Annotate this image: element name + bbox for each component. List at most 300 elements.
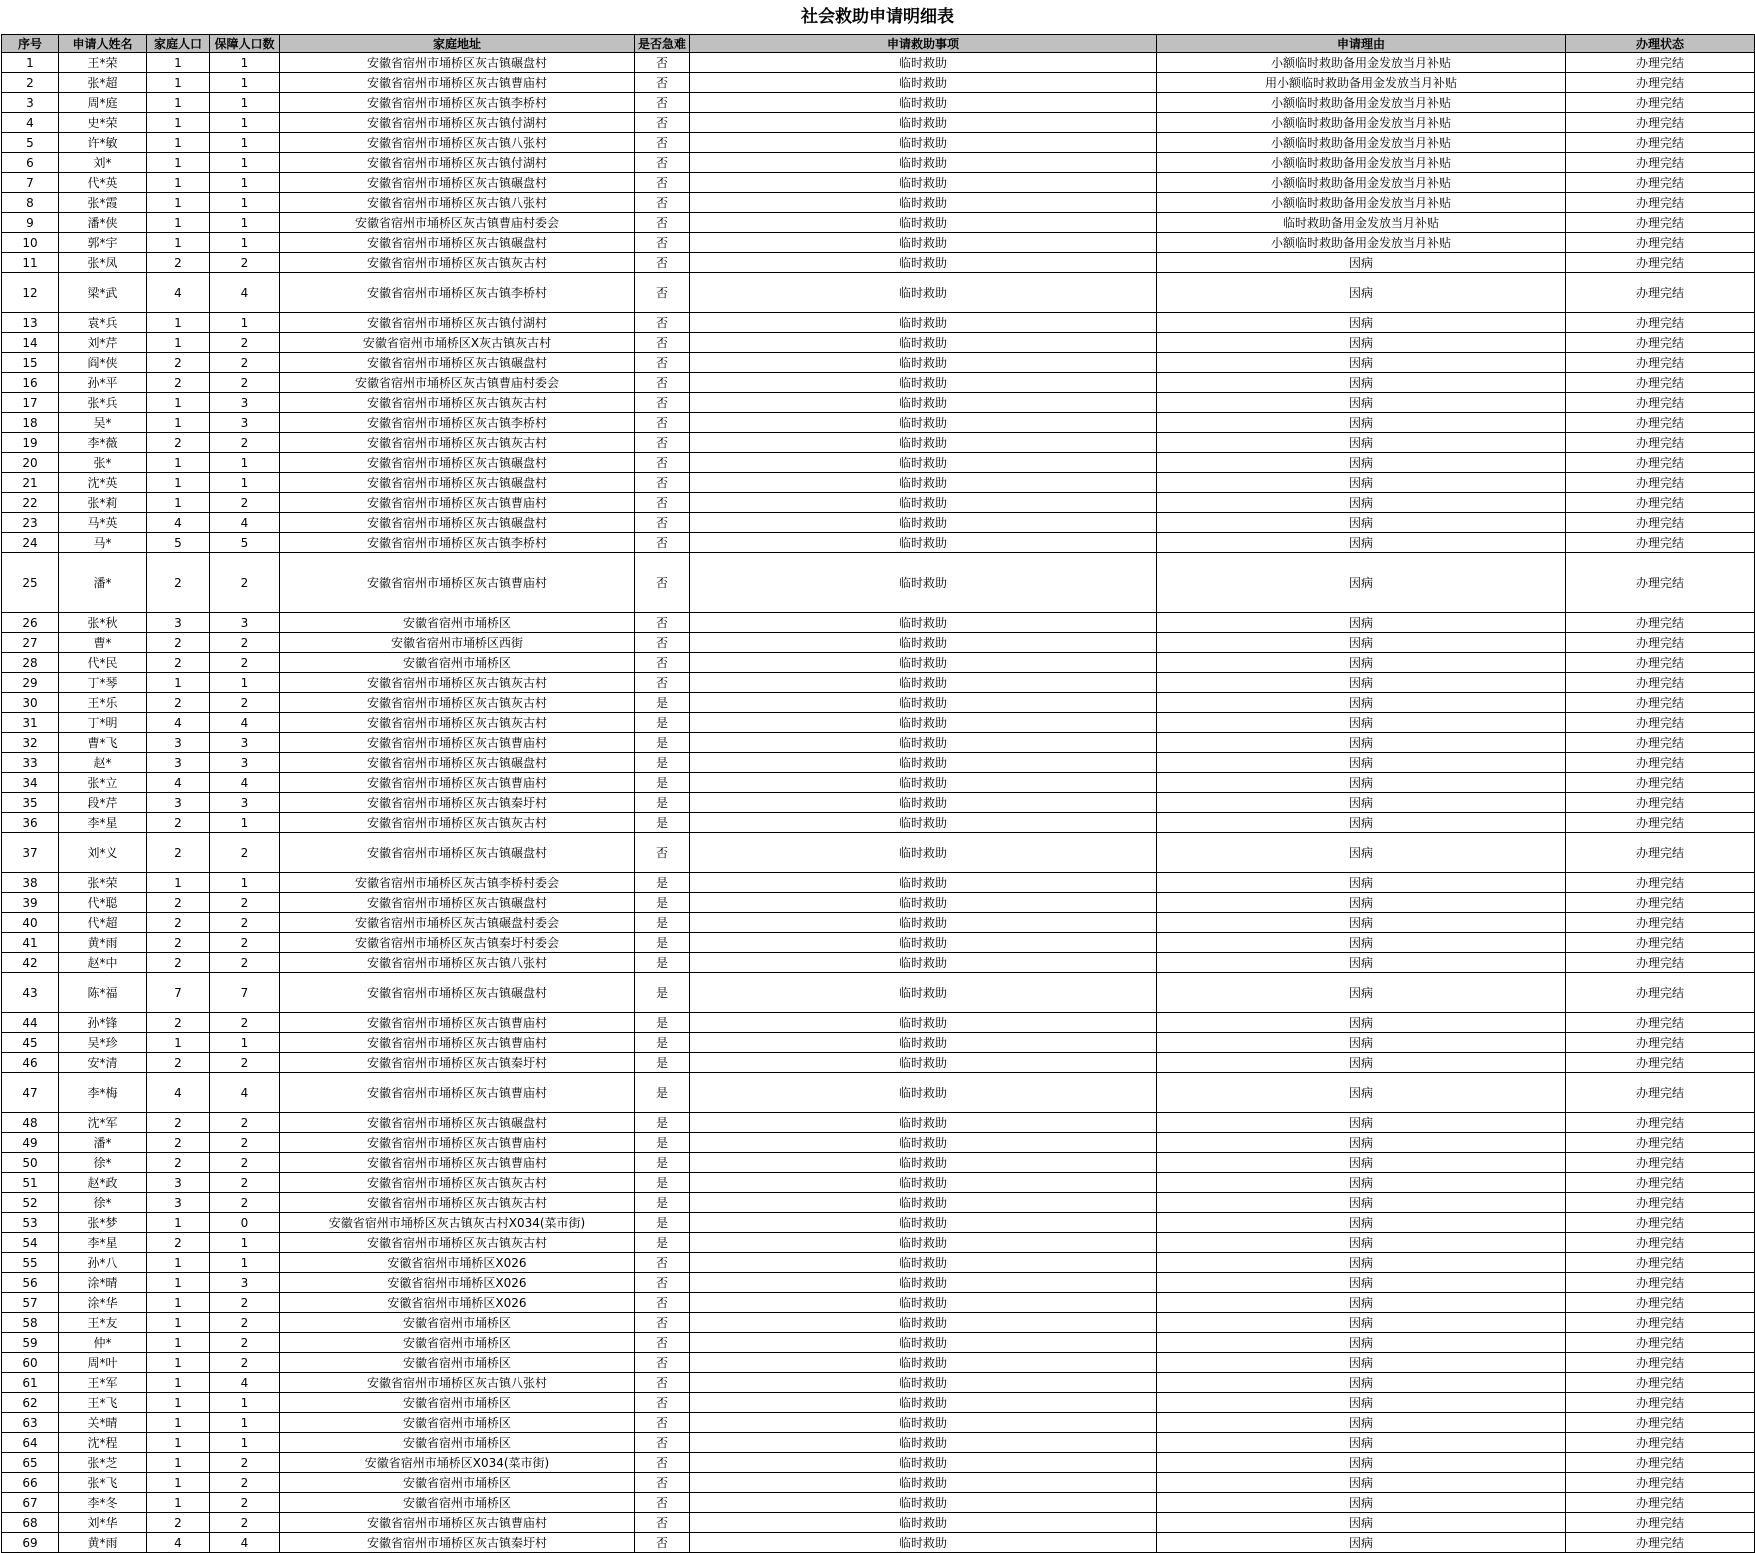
cell-family: 3	[147, 793, 210, 813]
cell-reason: 因病	[1157, 1333, 1566, 1353]
cell-reason: 因病	[1157, 1453, 1566, 1473]
cell-secured: 2	[210, 1113, 280, 1133]
cell-address: 安徽省宿州市埇桥区X026	[280, 1293, 635, 1313]
table-row	[2, 893, 1755, 913]
cell-urgent: 否	[635, 1453, 690, 1473]
cell-address: 安徽省宿州市埇桥区灰古镇碾盘村	[280, 233, 635, 253]
cell-no: 42	[2, 953, 59, 973]
cell-address: 安徽省宿州市埇桥区	[280, 1393, 635, 1413]
cell-urgent: 否	[635, 473, 690, 493]
cell-family: 1	[147, 393, 210, 413]
cell-address: 安徽省宿州市埇桥区灰古镇灰古村	[280, 1173, 635, 1193]
cell-reason: 因病	[1157, 653, 1566, 673]
cell-name: 丁*明	[59, 713, 147, 733]
cell-secured: 2	[210, 353, 280, 373]
cell-item: 临时救助	[690, 813, 1157, 833]
cell-item: 临时救助	[690, 613, 1157, 633]
table-row	[2, 413, 1755, 433]
cell-reason: 因病	[1157, 1293, 1566, 1313]
cell-family: 1	[147, 133, 210, 153]
cell-reason: 因病	[1157, 453, 1566, 473]
cell-item: 临时救助	[690, 373, 1157, 393]
cell-secured: 1	[210, 1233, 280, 1253]
cell-name: 张*霞	[59, 193, 147, 213]
cell-status: 办理完结	[1566, 53, 1755, 73]
cell-name: 阎*侠	[59, 353, 147, 373]
cell-address: 安徽省宿州市埇桥区灰古镇灰古村	[280, 253, 635, 273]
table-row	[2, 1533, 1755, 1553]
cell-family: 2	[147, 353, 210, 373]
cell-name: 段*芹	[59, 793, 147, 813]
cell-urgent: 否	[635, 1333, 690, 1353]
sheet-title: 社会救助申请明细表	[801, 7, 954, 27]
cell-name: 马*	[59, 533, 147, 553]
cell-status: 办理完结	[1566, 893, 1755, 913]
cell-secured: 4	[210, 713, 280, 733]
table-row	[2, 1453, 1755, 1473]
cell-item: 临时救助	[690, 353, 1157, 373]
table-row	[2, 813, 1755, 833]
cell-name: 丁*琴	[59, 673, 147, 693]
cell-name: 安*清	[59, 1053, 147, 1073]
cell-item: 临时救助	[690, 713, 1157, 733]
cell-no: 36	[2, 813, 59, 833]
cell-reason: 因病	[1157, 773, 1566, 793]
cell-item: 临时救助	[690, 253, 1157, 273]
cell-secured: 1	[210, 1393, 280, 1413]
cell-address: 安徽省宿州市埇桥区灰古镇八张村	[280, 193, 635, 213]
cell-status: 办理完结	[1566, 233, 1755, 253]
cell-urgent: 是	[635, 1033, 690, 1053]
cell-no: 31	[2, 713, 59, 733]
cell-no: 33	[2, 753, 59, 773]
cell-family: 1	[147, 1433, 210, 1453]
cell-urgent: 是	[635, 973, 690, 1013]
cell-secured: 1	[210, 133, 280, 153]
cell-item: 临时救助	[690, 53, 1157, 73]
cell-name: 张*兵	[59, 393, 147, 413]
cell-urgent: 否	[635, 1513, 690, 1533]
cell-name: 王*乐	[59, 693, 147, 713]
cell-status: 办理完结	[1566, 1433, 1755, 1453]
cell-status: 办理完结	[1566, 713, 1755, 733]
cell-urgent: 否	[635, 213, 690, 233]
col-header-urgent: 是否急难	[635, 35, 690, 53]
cell-status: 办理完结	[1566, 793, 1755, 813]
cell-reason: 因病	[1157, 713, 1566, 733]
cell-no: 68	[2, 1513, 59, 1533]
cell-secured: 3	[210, 1273, 280, 1293]
table-row	[2, 673, 1755, 693]
cell-no: 45	[2, 1033, 59, 1053]
cell-no: 63	[2, 1413, 59, 1433]
cell-address: 安徽省宿州市埇桥区灰古镇碾盘村	[280, 353, 635, 373]
cell-name: 郭*宇	[59, 233, 147, 253]
cell-item: 临时救助	[690, 1073, 1157, 1113]
cell-item: 临时救助	[690, 733, 1157, 753]
cell-name: 曹*	[59, 633, 147, 653]
cell-address: 安徽省宿州市埇桥区灰古镇灰古村X034(菜市街)	[280, 1213, 635, 1233]
cell-name: 王*友	[59, 1313, 147, 1333]
cell-item: 临时救助	[690, 413, 1157, 433]
cell-secured: 2	[210, 893, 280, 913]
cell-family: 1	[147, 673, 210, 693]
cell-address: 安徽省宿州市埇桥区灰古镇八张村	[280, 1373, 635, 1393]
cell-reason: 临时救助备用金发放当月补贴	[1157, 213, 1566, 233]
cell-no: 18	[2, 413, 59, 433]
cell-family: 1	[147, 213, 210, 233]
cell-item: 临时救助	[690, 113, 1157, 133]
cell-no: 10	[2, 233, 59, 253]
cell-reason: 小额临时救助备用金发放当月补贴	[1157, 133, 1566, 153]
cell-family: 1	[147, 1373, 210, 1393]
cell-urgent: 否	[635, 393, 690, 413]
cell-secured: 1	[210, 1253, 280, 1273]
cell-urgent: 否	[635, 1313, 690, 1333]
cell-status: 办理完结	[1566, 1153, 1755, 1173]
cell-no: 65	[2, 1453, 59, 1473]
cell-family: 2	[147, 253, 210, 273]
cell-status: 办理完结	[1566, 1453, 1755, 1473]
table-row	[2, 1473, 1755, 1493]
table-row	[2, 1133, 1755, 1153]
cell-urgent: 是	[635, 1213, 690, 1233]
cell-family: 2	[147, 1233, 210, 1253]
cell-no: 40	[2, 913, 59, 933]
cell-name: 涂*晴	[59, 1273, 147, 1293]
cell-family: 1	[147, 453, 210, 473]
cell-status: 办理完结	[1566, 653, 1755, 673]
cell-address: 安徽省宿州市埇桥区灰古镇秦圩村委会	[280, 933, 635, 953]
cell-urgent: 否	[635, 493, 690, 513]
cell-status: 办理完结	[1566, 453, 1755, 473]
cell-secured: 4	[210, 513, 280, 533]
table-row	[2, 1273, 1755, 1293]
cell-status: 办理完结	[1566, 1133, 1755, 1153]
cell-item: 临时救助	[690, 1333, 1157, 1353]
cell-item: 临时救助	[690, 533, 1157, 553]
cell-family: 2	[147, 813, 210, 833]
cell-no: 37	[2, 833, 59, 873]
cell-urgent: 是	[635, 1073, 690, 1113]
cell-address: 安徽省宿州市埇桥区灰古镇曹庙村	[280, 1013, 635, 1033]
cell-reason: 因病	[1157, 413, 1566, 433]
cell-family: 2	[147, 553, 210, 613]
cell-name: 代*民	[59, 653, 147, 673]
cell-status: 办理完结	[1566, 1213, 1755, 1233]
cell-status: 办理完结	[1566, 633, 1755, 653]
cell-secured: 1	[210, 213, 280, 233]
cell-no: 14	[2, 333, 59, 353]
cell-no: 8	[2, 193, 59, 213]
cell-urgent: 是	[635, 773, 690, 793]
table-row	[2, 113, 1755, 133]
cell-address: 安徽省宿州市埇桥区	[280, 1313, 635, 1333]
cell-reason: 因病	[1157, 873, 1566, 893]
cell-family: 2	[147, 1013, 210, 1033]
cell-status: 办理完结	[1566, 753, 1755, 773]
cell-item: 临时救助	[690, 1033, 1157, 1053]
table-row	[2, 1513, 1755, 1533]
cell-name: 潘*侠	[59, 213, 147, 233]
cell-secured: 2	[210, 833, 280, 873]
cell-urgent: 否	[635, 153, 690, 173]
cell-no: 15	[2, 353, 59, 373]
cell-item: 临时救助	[690, 1393, 1157, 1413]
cell-name: 周*叶	[59, 1353, 147, 1373]
cell-address: 安徽省宿州市埇桥区灰古镇灰古村	[280, 1233, 635, 1253]
cell-no: 61	[2, 1373, 59, 1393]
cell-urgent: 否	[635, 113, 690, 133]
cell-family: 1	[147, 1393, 210, 1413]
cell-address: 安徽省宿州市埇桥区灰古镇碾盘村	[280, 1113, 635, 1133]
cell-reason: 因病	[1157, 733, 1566, 753]
table-row	[2, 433, 1755, 453]
cell-address: 安徽省宿州市埇桥区	[280, 1353, 635, 1373]
cell-no: 16	[2, 373, 59, 393]
cell-secured: 2	[210, 913, 280, 933]
cell-address: 安徽省宿州市埇桥区灰古镇八张村	[280, 133, 635, 153]
cell-status: 办理完结	[1566, 113, 1755, 133]
cell-no: 44	[2, 1013, 59, 1033]
table-row	[2, 1053, 1755, 1073]
table-row	[2, 1173, 1755, 1193]
cell-address: 安徽省宿州市埇桥区灰古镇曹庙村	[280, 1133, 635, 1153]
cell-reason: 因病	[1157, 1533, 1566, 1553]
cell-status: 办理完结	[1566, 333, 1755, 353]
cell-address: 安徽省宿州市埇桥区灰古镇碾盘村	[280, 893, 635, 913]
table-row	[2, 273, 1755, 313]
table-row	[2, 1493, 1755, 1513]
cell-family: 1	[147, 1473, 210, 1493]
cell-address: 安徽省宿州市埇桥区灰古镇付湖村	[280, 313, 635, 333]
cell-status: 办理完结	[1566, 193, 1755, 213]
cell-urgent: 否	[635, 173, 690, 193]
cell-item: 临时救助	[690, 693, 1157, 713]
cell-item: 临时救助	[690, 953, 1157, 973]
cell-address: 安徽省宿州市埇桥区灰古镇灰古村	[280, 713, 635, 733]
cell-secured: 3	[210, 613, 280, 633]
cell-no: 62	[2, 1393, 59, 1413]
cell-secured: 1	[210, 113, 280, 133]
cell-family: 4	[147, 1073, 210, 1113]
cell-reason: 因病	[1157, 1013, 1566, 1033]
cell-urgent: 否	[635, 633, 690, 653]
cell-name: 李*梅	[59, 1073, 147, 1113]
cell-secured: 1	[210, 673, 280, 693]
cell-secured: 2	[210, 693, 280, 713]
cell-item: 临时救助	[690, 1153, 1157, 1173]
cell-secured: 1	[210, 313, 280, 333]
cell-item: 临时救助	[690, 93, 1157, 113]
cell-address: 安徽省宿州市埇桥区灰古镇碾盘村委会	[280, 913, 635, 933]
table-row	[2, 953, 1755, 973]
cell-status: 办理完结	[1566, 213, 1755, 233]
col-header-no: 序号	[2, 35, 59, 53]
cell-no: 66	[2, 1473, 59, 1493]
cell-family: 1	[147, 1253, 210, 1273]
cell-family: 3	[147, 733, 210, 753]
cell-address: 安徽省宿州市埇桥区西街	[280, 633, 635, 653]
cell-urgent: 是	[635, 1013, 690, 1033]
col-header-status: 办理状态	[1566, 35, 1755, 53]
table-row	[2, 1353, 1755, 1373]
cell-item: 临时救助	[690, 893, 1157, 913]
cell-reason: 因病	[1157, 433, 1566, 453]
cell-name: 仲*	[59, 1333, 147, 1353]
cell-item: 临时救助	[690, 1173, 1157, 1193]
cell-no: 53	[2, 1213, 59, 1233]
cell-reason: 因病	[1157, 1373, 1566, 1393]
cell-urgent: 否	[635, 833, 690, 873]
cell-name: 关*晴	[59, 1413, 147, 1433]
cell-urgent: 否	[635, 1293, 690, 1313]
cell-urgent: 否	[635, 313, 690, 333]
table-row	[2, 533, 1755, 553]
cell-item: 临时救助	[690, 913, 1157, 933]
cell-name: 梁*武	[59, 273, 147, 313]
table-row	[2, 1373, 1755, 1393]
cell-no: 50	[2, 1153, 59, 1173]
cell-reason: 因病	[1157, 1153, 1566, 1173]
cell-family: 1	[147, 1333, 210, 1353]
cell-reason: 小额临时救助备用金发放当月补贴	[1157, 93, 1566, 113]
cell-item: 临时救助	[690, 1453, 1157, 1473]
cell-status: 办理完结	[1566, 1393, 1755, 1413]
cell-address: 安徽省宿州市埇桥区灰古镇碾盘村	[280, 53, 635, 73]
cell-family: 2	[147, 653, 210, 673]
cell-urgent: 否	[635, 1473, 690, 1493]
cell-status: 办理完结	[1566, 313, 1755, 333]
table-row	[2, 73, 1755, 93]
cell-urgent: 否	[635, 513, 690, 533]
cell-reason: 因病	[1157, 373, 1566, 393]
cell-address: 安徽省宿州市埇桥区灰古镇付湖村	[280, 113, 635, 133]
cell-no: 60	[2, 1353, 59, 1373]
cell-name: 刘*芹	[59, 333, 147, 353]
cell-secured: 2	[210, 433, 280, 453]
cell-status: 办理完结	[1566, 173, 1755, 193]
cell-no: 52	[2, 1193, 59, 1213]
cell-reason: 小额临时救助备用金发放当月补贴	[1157, 173, 1566, 193]
cell-item: 临时救助	[690, 1113, 1157, 1133]
cell-address: 安徽省宿州市埇桥区	[280, 1473, 635, 1493]
cell-reason: 小额临时救助备用金发放当月补贴	[1157, 233, 1566, 253]
cell-no: 43	[2, 973, 59, 1013]
cell-secured: 1	[210, 453, 280, 473]
cell-urgent: 否	[635, 1533, 690, 1553]
cell-secured: 1	[210, 153, 280, 173]
cell-no: 9	[2, 213, 59, 233]
table-row	[2, 633, 1755, 653]
cell-no: 6	[2, 153, 59, 173]
cell-reason: 因病	[1157, 393, 1566, 413]
cell-reason: 因病	[1157, 1473, 1566, 1493]
cell-secured: 1	[210, 233, 280, 253]
cell-family: 2	[147, 633, 210, 653]
cell-no: 41	[2, 933, 59, 953]
cell-urgent: 否	[635, 433, 690, 453]
cell-item: 临时救助	[690, 513, 1157, 533]
cell-name: 代*超	[59, 913, 147, 933]
cell-reason: 因病	[1157, 1493, 1566, 1513]
cell-name: 张*凤	[59, 253, 147, 273]
cell-no: 29	[2, 673, 59, 693]
cell-family: 1	[147, 53, 210, 73]
cell-family: 2	[147, 1153, 210, 1173]
cell-item: 临时救助	[690, 453, 1157, 473]
cell-no: 28	[2, 653, 59, 673]
cell-no: 59	[2, 1333, 59, 1353]
cell-secured: 2	[210, 1453, 280, 1473]
table-row	[2, 733, 1755, 753]
cell-family: 2	[147, 913, 210, 933]
cell-status: 办理完结	[1566, 913, 1755, 933]
cell-status: 办理完结	[1566, 1313, 1755, 1333]
cell-urgent: 否	[635, 73, 690, 93]
cell-item: 临时救助	[690, 1473, 1157, 1493]
cell-reason: 小额临时救助备用金发放当月补贴	[1157, 113, 1566, 133]
cell-family: 2	[147, 1133, 210, 1153]
cell-name: 张*飞	[59, 1473, 147, 1493]
cell-urgent: 否	[635, 1393, 690, 1413]
cell-address: 安徽省宿州市埇桥区X灰古镇灰古村	[280, 333, 635, 353]
cell-family: 1	[147, 873, 210, 893]
cell-item: 临时救助	[690, 1253, 1157, 1273]
table-row	[2, 513, 1755, 533]
cell-item: 临时救助	[690, 1213, 1157, 1233]
cell-reason: 因病	[1157, 1213, 1566, 1233]
cell-item: 临时救助	[690, 1513, 1157, 1533]
cell-status: 办理完结	[1566, 1413, 1755, 1433]
cell-reason: 因病	[1157, 973, 1566, 1013]
cell-item: 临时救助	[690, 333, 1157, 353]
cell-status: 办理完结	[1566, 1073, 1755, 1113]
cell-reason: 因病	[1157, 493, 1566, 513]
col-header-family: 家庭人口	[147, 35, 210, 53]
cell-address: 安徽省宿州市埇桥区灰古镇曹庙村	[280, 733, 635, 753]
cell-secured: 3	[210, 413, 280, 433]
cell-status: 办理完结	[1566, 533, 1755, 553]
cell-secured: 1	[210, 873, 280, 893]
cell-family: 2	[147, 933, 210, 953]
cell-status: 办理完结	[1566, 773, 1755, 793]
cell-secured: 2	[210, 933, 280, 953]
table-row	[2, 773, 1755, 793]
cell-name: 马*英	[59, 513, 147, 533]
cell-name: 张*芝	[59, 1453, 147, 1473]
cell-status: 办理完结	[1566, 1493, 1755, 1513]
cell-family: 1	[147, 473, 210, 493]
table-row	[2, 1033, 1755, 1053]
cell-urgent: 是	[635, 953, 690, 973]
cell-name: 张*超	[59, 73, 147, 93]
cell-name: 代*英	[59, 173, 147, 193]
cell-no: 24	[2, 533, 59, 553]
cell-reason: 因病	[1157, 1393, 1566, 1413]
cell-family: 5	[147, 533, 210, 553]
cell-secured: 2	[210, 333, 280, 353]
cell-status: 办理完结	[1566, 1533, 1755, 1553]
cell-status: 办理完结	[1566, 1333, 1755, 1353]
cell-secured: 2	[210, 1313, 280, 1333]
table-row	[2, 173, 1755, 193]
cell-no: 32	[2, 733, 59, 753]
cell-secured: 1	[210, 73, 280, 93]
cell-item: 临时救助	[690, 1313, 1157, 1333]
cell-item: 临时救助	[690, 1293, 1157, 1313]
cell-family: 3	[147, 1193, 210, 1213]
